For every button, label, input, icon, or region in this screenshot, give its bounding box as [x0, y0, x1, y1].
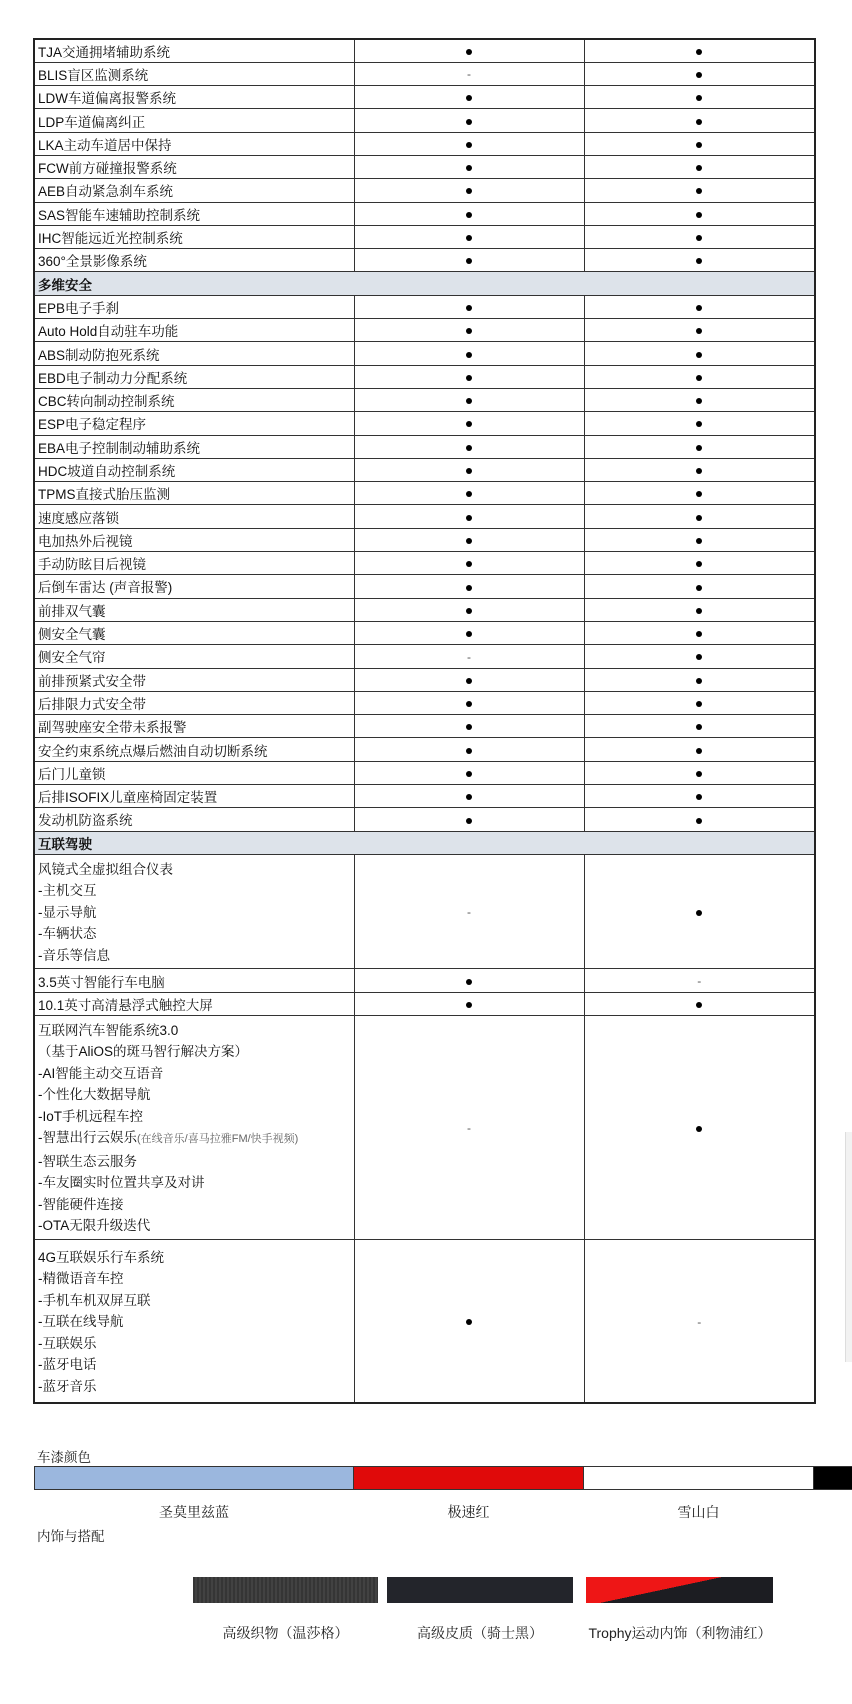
table-row — [34, 342, 815, 365]
included-dot-icon — [696, 748, 702, 754]
value-trim-b — [584, 552, 815, 575]
included-dot-icon — [696, 352, 702, 358]
included-dot-icon — [696, 724, 702, 730]
value-trim-a — [354, 969, 584, 992]
value-trim-a — [354, 109, 584, 132]
table-row — [34, 808, 815, 831]
feature-line: -OTA无限升级迭代 — [38, 1218, 151, 1234]
table-row — [34, 39, 815, 62]
table-row — [34, 528, 815, 551]
not-included-dash: - — [467, 649, 471, 664]
value-trim-b — [584, 39, 815, 62]
feature-name: FCW前方碰撞报警系统 — [34, 155, 354, 178]
value-trim-b — [584, 412, 815, 435]
value-trim-b — [584, 155, 815, 178]
not-included-dash: - — [697, 1314, 702, 1329]
table-row — [34, 854, 815, 969]
feature-name: 后门儿童锁 — [34, 761, 354, 784]
included-dot-icon — [466, 1002, 472, 1008]
included-dot-icon — [466, 631, 472, 637]
feature-line: 风镜式全虚拟组合仪表 — [38, 861, 173, 877]
included-dot-icon — [466, 119, 472, 125]
table-row — [34, 785, 815, 808]
included-dot-icon — [696, 398, 702, 404]
not-included-dash: - — [467, 905, 471, 920]
value-trim-a — [354, 319, 584, 342]
table-row — [34, 249, 815, 272]
table-row — [34, 992, 815, 1015]
feature-line: -主机交互 — [38, 883, 97, 899]
value-trim-b — [584, 202, 815, 225]
value-trim-b — [584, 1015, 815, 1239]
included-dot-icon — [696, 49, 702, 55]
feature-line: -智慧出行云娱乐(在线音乐/喜马拉雅FM/快手视频) — [38, 1130, 299, 1146]
value-trim-b — [584, 528, 815, 551]
value-trim-a — [354, 388, 584, 411]
included-dot-icon — [466, 49, 472, 55]
value-trim-b — [584, 319, 815, 342]
table-row — [34, 761, 815, 784]
value-trim-a — [354, 39, 584, 62]
table-row — [34, 738, 815, 761]
feature-name: HDC坡道自动控制系统 — [34, 458, 354, 481]
value-trim-a — [354, 598, 584, 621]
included-dot-icon — [696, 515, 702, 521]
feature-name: AEB自动紧急刹车系统 — [34, 179, 354, 202]
not-included-dash: - — [467, 1120, 471, 1135]
value-trim-a — [354, 575, 584, 598]
table-row — [34, 319, 815, 342]
included-dot-icon — [696, 212, 702, 218]
feature-line: -车辆状态 — [38, 926, 97, 942]
included-dot-icon — [466, 608, 472, 614]
feature-line: -音乐等信息 — [38, 947, 110, 963]
table-row — [34, 132, 815, 155]
included-dot-icon — [696, 818, 702, 824]
table-row — [34, 969, 815, 992]
value-trim-a — [354, 342, 584, 365]
scroll-edge — [845, 1132, 852, 1362]
included-dot-icon — [466, 818, 472, 824]
included-dot-icon — [696, 585, 702, 591]
included-dot-icon — [466, 701, 472, 707]
feature-line: -IoT手机远程车控 — [38, 1108, 144, 1124]
paint-name-red: 极速红 — [447, 1504, 490, 1520]
table-row — [34, 109, 815, 132]
section-header — [34, 272, 815, 295]
value-trim-b — [584, 691, 815, 714]
table-row — [34, 202, 815, 225]
value-trim-a — [354, 1015, 584, 1239]
value-trim-b — [584, 1239, 815, 1403]
included-dot-icon — [696, 654, 702, 660]
table-row — [34, 621, 815, 644]
included-dot-icon — [696, 1002, 702, 1008]
value-trim-a — [354, 482, 584, 505]
table-row — [34, 225, 815, 248]
included-dot-icon — [466, 491, 472, 497]
feature-line: -蓝牙音乐 — [38, 1378, 97, 1394]
value-trim-a — [354, 668, 584, 691]
not-included-dash: - — [697, 974, 702, 989]
included-dot-icon — [466, 352, 472, 358]
included-dot-icon — [466, 794, 472, 800]
feature-line: 互联网汽车智能系统3.0 — [38, 1022, 179, 1038]
feature-name: 侧安全气帘 — [34, 645, 354, 668]
included-dot-icon — [466, 979, 472, 985]
value-trim-b — [584, 132, 815, 155]
trim-swatch-trophy — [586, 1577, 773, 1603]
included-dot-icon — [696, 142, 702, 148]
value-trim-b — [584, 342, 815, 365]
included-dot-icon — [696, 165, 702, 171]
included-dot-icon — [696, 188, 702, 194]
table-row — [34, 86, 815, 109]
value-trim-a — [354, 785, 584, 808]
value-trim-a — [354, 225, 584, 248]
feature-name: EBA电子控制制动辅助系统 — [34, 435, 354, 458]
included-dot-icon — [466, 771, 472, 777]
feature-line: -AI智能主动交互语音 — [38, 1065, 164, 1081]
trim-swatch-fabric — [193, 1577, 378, 1603]
feature-name: ESP电子稳定程序 — [34, 412, 354, 435]
included-dot-icon — [466, 515, 472, 521]
paint-swatch-blue — [34, 1466, 354, 1490]
feature-name: 手动防眩目后视镜 — [34, 552, 354, 575]
feature-name: IHC智能远近光控制系统 — [34, 225, 354, 248]
included-dot-icon — [696, 95, 702, 101]
value-trim-b — [584, 854, 815, 969]
feature-line: （基于AliOS的斑马智行解决方案） — [38, 1044, 249, 1060]
included-dot-icon — [696, 72, 702, 78]
paint-swatch-red — [353, 1466, 584, 1490]
value-trim-a — [354, 1239, 584, 1403]
feature-line: -互联在线导航 — [38, 1314, 124, 1330]
value-trim-a — [354, 505, 584, 528]
table-row — [34, 668, 815, 691]
feature-name: LDW车道偏离报警系统 — [34, 86, 354, 109]
table-row — [34, 482, 815, 505]
included-dot-icon — [696, 910, 702, 916]
value-trim-b — [584, 575, 815, 598]
included-dot-icon — [466, 538, 472, 544]
value-trim-b — [584, 761, 815, 784]
included-dot-icon — [696, 1126, 702, 1132]
value-trim-b — [584, 482, 815, 505]
feature-name: BLIS盲区监测系统 — [34, 62, 354, 85]
value-trim-b — [584, 86, 815, 109]
feature-name — [34, 1015, 354, 1239]
table-row — [34, 552, 815, 575]
included-dot-icon — [466, 188, 472, 194]
table-row — [34, 179, 815, 202]
included-dot-icon — [696, 305, 702, 311]
included-dot-icon — [696, 631, 702, 637]
feature-name: 后倒车雷达 (声音报警) — [34, 575, 354, 598]
value-trim-b — [584, 598, 815, 621]
included-dot-icon — [696, 561, 702, 567]
value-trim-a — [354, 691, 584, 714]
spec-table — [33, 38, 816, 1404]
value-trim-b — [584, 458, 815, 481]
value-trim-b — [584, 109, 815, 132]
included-dot-icon — [466, 678, 472, 684]
paint-section-label: 车漆颜色 — [37, 1450, 91, 1465]
included-dot-icon — [466, 235, 472, 241]
value-trim-a — [354, 155, 584, 178]
value-trim-b — [584, 785, 815, 808]
feature-name: 电加热外后视镜 — [34, 528, 354, 551]
feature-name: EBD电子制动力分配系统 — [34, 365, 354, 388]
value-trim-a — [354, 295, 584, 318]
value-trim-b — [584, 388, 815, 411]
feature-line: 4G互联娱乐行车系统 — [38, 1249, 165, 1265]
value-trim-a — [354, 62, 584, 85]
feature-name: TJA交通拥堵辅助系统 — [34, 39, 354, 62]
feature-name: 侧安全气囊 — [34, 621, 354, 644]
not-included-dash: - — [467, 67, 471, 82]
included-dot-icon — [466, 375, 472, 381]
included-dot-icon — [696, 258, 702, 264]
included-dot-icon — [696, 421, 702, 427]
value-trim-b — [584, 505, 815, 528]
value-trim-b — [584, 715, 815, 738]
included-dot-icon — [696, 119, 702, 125]
value-trim-a — [354, 179, 584, 202]
feature-name: 发动机防盗系统 — [34, 808, 354, 831]
value-trim-a — [354, 365, 584, 388]
value-trim-b — [584, 365, 815, 388]
included-dot-icon — [466, 468, 472, 474]
feature-name: 360°全景影像系统 — [34, 249, 354, 272]
table-row — [34, 295, 815, 318]
included-dot-icon — [466, 421, 472, 427]
feature-name: 安全约束系统点爆后燃油自动切断系统 — [34, 738, 354, 761]
included-dot-icon — [466, 258, 472, 264]
trim-name-trophy: Trophy运动内饰（利物浦红） — [588, 1625, 772, 1641]
trim-name-fabric: 高级织物（温莎格） — [222, 1625, 349, 1641]
included-dot-icon — [466, 305, 472, 311]
feature-name: SAS智能车速辅助控制系统 — [34, 202, 354, 225]
table-row — [34, 598, 815, 621]
trim-name-leather: 高级皮质（骑士黑） — [417, 1625, 543, 1641]
value-trim-a — [354, 621, 584, 644]
value-trim-a — [354, 528, 584, 551]
value-trim-b — [584, 435, 815, 458]
feature-name: Auto Hold自动驻车功能 — [34, 319, 354, 342]
value-trim-a — [354, 854, 584, 969]
table-row — [34, 365, 815, 388]
feature-line: -个性化大数据导航 — [38, 1087, 151, 1103]
feature-name: 前排双气囊 — [34, 598, 354, 621]
value-trim-a — [354, 202, 584, 225]
feature-line: -显示导航 — [38, 904, 97, 920]
included-dot-icon — [696, 235, 702, 241]
table-row — [34, 62, 815, 85]
value-trim-a — [354, 412, 584, 435]
feature-name: 10.1英寸高清悬浮式触控大屏 — [34, 992, 354, 1015]
included-dot-icon — [466, 748, 472, 754]
table-row — [34, 458, 815, 481]
included-dot-icon — [696, 445, 702, 451]
table-row — [34, 155, 815, 178]
value-trim-a — [354, 715, 584, 738]
feature-line: -互联娱乐 — [38, 1335, 97, 1351]
included-dot-icon — [466, 561, 472, 567]
table-row — [34, 1239, 815, 1403]
section-title: 互联驾驶 — [34, 831, 815, 854]
feature-name: LKA主动车道居中保持 — [34, 132, 354, 155]
feature-name: 后排限力式安全带 — [34, 691, 354, 714]
feature-name: CBC转向制动控制系统 — [34, 388, 354, 411]
included-dot-icon — [466, 95, 472, 101]
feature-name: ABS制动防抱死系统 — [34, 342, 354, 365]
trim-swatch-leather — [387, 1577, 573, 1603]
feature-line: -智能硬件连接 — [38, 1196, 124, 1212]
included-dot-icon — [696, 794, 702, 800]
feature-name: 后排ISOFIX儿童座椅固定装置 — [34, 785, 354, 808]
value-trim-b — [584, 225, 815, 248]
included-dot-icon — [466, 445, 472, 451]
value-trim-b — [584, 738, 815, 761]
value-trim-a — [354, 761, 584, 784]
included-dot-icon — [696, 375, 702, 381]
table-row — [34, 505, 815, 528]
value-trim-a — [354, 738, 584, 761]
feature-note: (在线音乐/喜马拉雅FM/快手视频) — [137, 1133, 299, 1146]
value-trim-a — [354, 435, 584, 458]
value-trim-a — [354, 86, 584, 109]
interior-section-label: 内饰与搭配 — [37, 1529, 105, 1544]
table-row — [34, 1015, 815, 1239]
feature-line: -智联生态云服务 — [38, 1153, 137, 1169]
section-header — [34, 831, 815, 854]
paint-swatch-black — [813, 1466, 852, 1490]
included-dot-icon — [696, 608, 702, 614]
included-dot-icon — [696, 538, 702, 544]
included-dot-icon — [466, 398, 472, 404]
included-dot-icon — [696, 701, 702, 707]
feature-name: 副驾驶座安全带未系报警 — [34, 715, 354, 738]
feature-name — [34, 854, 354, 969]
feature-name: 速度感应落锁 — [34, 505, 354, 528]
value-trim-b — [584, 969, 815, 992]
value-trim-b — [584, 62, 815, 85]
included-dot-icon — [466, 328, 472, 334]
included-dot-icon — [466, 724, 472, 730]
value-trim-a — [354, 552, 584, 575]
value-trim-b — [584, 621, 815, 644]
table-row — [34, 715, 815, 738]
paint-name-blue: 圣莫里兹蓝 — [159, 1504, 229, 1520]
feature-name: TPMS直接式胎压监测 — [34, 482, 354, 505]
paint-swatch-white — [583, 1466, 814, 1490]
value-trim-b — [584, 179, 815, 202]
feature-name — [34, 1239, 354, 1403]
value-trim-a — [354, 645, 584, 668]
feature-line: -车友圈实时位置共享及对讲 — [38, 1175, 205, 1191]
included-dot-icon — [696, 491, 702, 497]
feature-line: -蓝牙电话 — [38, 1357, 97, 1373]
included-dot-icon — [696, 328, 702, 334]
section-title: 多维安全 — [34, 272, 815, 295]
value-trim-b — [584, 295, 815, 318]
included-dot-icon — [466, 212, 472, 218]
included-dot-icon — [466, 165, 472, 171]
feature-name: 前排预紧式安全带 — [34, 668, 354, 691]
table-row — [34, 435, 815, 458]
value-trim-b — [584, 992, 815, 1015]
table-row — [34, 691, 815, 714]
feature-name: EPB电子手刹 — [34, 295, 354, 318]
value-trim-a — [354, 458, 584, 481]
included-dot-icon — [696, 771, 702, 777]
feature-line: -手机车机双屏互联 — [38, 1292, 151, 1308]
table-row — [34, 412, 815, 435]
included-dot-icon — [466, 142, 472, 148]
value-trim-a — [354, 808, 584, 831]
included-dot-icon — [466, 1319, 472, 1325]
paint-name-white: 雪山白 — [677, 1504, 720, 1520]
table-row — [34, 575, 815, 598]
value-trim-b — [584, 249, 815, 272]
feature-name: 3.5英寸智能行车电脑 — [34, 969, 354, 992]
feature-name: LDP车道偏离纠正 — [34, 109, 354, 132]
value-trim-b — [584, 645, 815, 668]
value-trim-b — [584, 808, 815, 831]
feature-line: -精微语音车控 — [38, 1271, 124, 1287]
value-trim-a — [354, 249, 584, 272]
value-trim-b — [584, 668, 815, 691]
included-dot-icon — [466, 585, 472, 591]
table-row — [34, 645, 815, 668]
table-row — [34, 388, 815, 411]
value-trim-a — [354, 992, 584, 1015]
included-dot-icon — [696, 468, 702, 474]
included-dot-icon — [696, 678, 702, 684]
value-trim-a — [354, 132, 584, 155]
